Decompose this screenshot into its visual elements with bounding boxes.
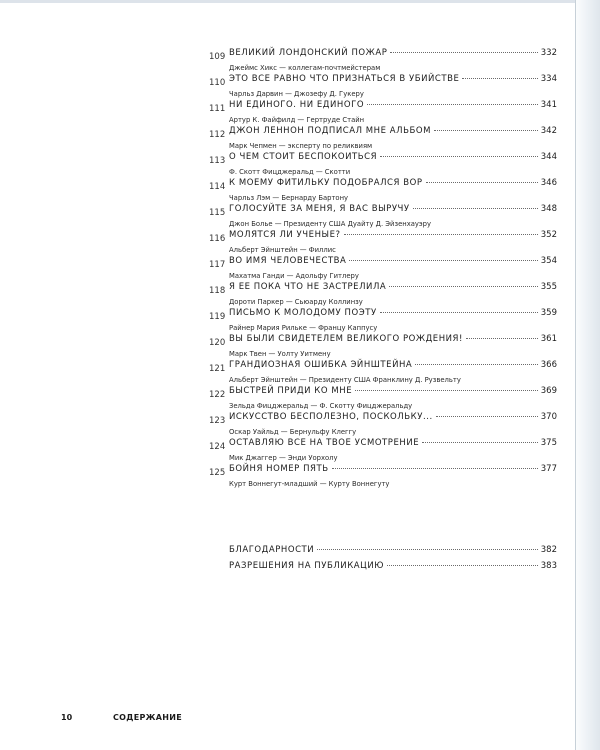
toc-entry-subtitle: Райнер Мария Рильке — Францу Каппусу bbox=[229, 324, 378, 332]
toc-entry-number: 122 bbox=[209, 390, 226, 400]
dot-leader bbox=[389, 286, 538, 287]
toc-entry[interactable] bbox=[209, 438, 557, 464]
toc-entry-subtitle: Марк Твен — Уолту Уитмену bbox=[229, 350, 331, 358]
dot-leader bbox=[355, 390, 538, 391]
toc-entry-page: 361 bbox=[540, 334, 557, 344]
dot-leader bbox=[387, 565, 538, 566]
toc-entry-title: ОСТАВЛЯЮ ВСЕ НА ТВОЕ УСМОТРЕНИЕ bbox=[229, 438, 420, 448]
dot-leader bbox=[434, 130, 538, 131]
dot-leader bbox=[466, 338, 538, 339]
toc-entry-title: МОЛЯТСЯ ЛИ УЧЕНЫЕ? bbox=[229, 230, 341, 240]
toc-entry-number: 114 bbox=[209, 182, 226, 192]
toc-entry-page: 366 bbox=[540, 360, 557, 370]
toc-entry[interactable] bbox=[209, 152, 557, 178]
page-top-edge bbox=[0, 0, 600, 3]
dot-leader bbox=[317, 549, 538, 550]
toc-entry-subtitle: Ф. Скотт Фицджеральд — Скотти bbox=[229, 168, 351, 176]
toc-entry-title: ГОЛОСУЙТЕ ЗА МЕНЯ, Я ВАС ВЫРУЧУ bbox=[229, 204, 410, 214]
dot-leader bbox=[462, 78, 537, 79]
toc-entry-subtitle: Оскар Уайльд — Бернульфу Клеггу bbox=[229, 428, 357, 436]
dot-leader bbox=[380, 156, 538, 157]
toc-entry-number: 117 bbox=[209, 260, 226, 270]
toc-entry-number: 112 bbox=[209, 130, 226, 140]
toc-entry-title: ИСКУССТВО БЕСПОЛЕЗНО, ПОСКОЛЬКУ... bbox=[229, 412, 433, 422]
dot-leader bbox=[413, 208, 538, 209]
toc-entry-title: ПИСЬМО К МОЛОДОМУ ПОЭТУ bbox=[229, 308, 377, 318]
dot-leader bbox=[415, 364, 537, 365]
toc-entry-subtitle: Чарльз Лэм — Бернарду Бартону bbox=[229, 194, 349, 202]
toc-entry-number: 121 bbox=[209, 364, 226, 374]
toc-entry[interactable] bbox=[209, 230, 557, 256]
toc-entry[interactable] bbox=[209, 256, 557, 282]
page-fold-line bbox=[575, 0, 576, 750]
toc-entry[interactable] bbox=[209, 282, 557, 308]
toc-entry-subtitle: Джеймс Хикс — коллегам-почтмейстерам bbox=[229, 64, 381, 72]
toc-entry-page: 377 bbox=[540, 464, 557, 474]
toc-entry-title: О ЧЕМ СТОИТ БЕСПОКОИТЬСЯ bbox=[229, 152, 378, 162]
toc-extra-page: 382 bbox=[540, 545, 557, 555]
toc-entry-page: 369 bbox=[540, 386, 557, 396]
toc-entry[interactable] bbox=[209, 334, 557, 360]
toc-entry-page: 342 bbox=[540, 126, 557, 136]
page-right-edge bbox=[576, 0, 600, 750]
toc-entry[interactable] bbox=[209, 386, 557, 412]
toc-entry-title: ВО ИМЯ ЧЕЛОВЕЧЕСТВА bbox=[229, 256, 347, 266]
dot-leader bbox=[390, 52, 537, 53]
toc-entry-subtitle: Махатма Ганди — Адольфу Гитлеру bbox=[229, 272, 359, 280]
toc-entry-subtitle: Чарльз Дарвин — Джозефу Д. Гукеру bbox=[229, 90, 364, 98]
toc-entry-title: БЫСТРЕЙ ПРИДИ КО МНЕ bbox=[229, 386, 353, 396]
toc-entry[interactable] bbox=[209, 126, 557, 152]
toc-entry-title: К МОЕМУ ФИТИЛЬКУ ПОДОБРАЛСЯ ВОР bbox=[229, 178, 423, 188]
toc-entry-page: 355 bbox=[540, 282, 557, 292]
toc-entry-subtitle: Дороти Паркер — Сьюарду Коллинзу bbox=[229, 298, 363, 306]
toc-entry-page: 332 bbox=[540, 48, 557, 58]
toc-entry-subtitle: Марк Чепмен — эксперту по реликвиям bbox=[229, 142, 373, 150]
toc-entry-page: 341 bbox=[540, 100, 557, 110]
dot-leader bbox=[344, 234, 538, 235]
dot-leader bbox=[422, 442, 538, 443]
footer-page-number: 10 bbox=[61, 713, 73, 722]
toc-entry-page: 348 bbox=[540, 204, 557, 214]
dot-leader bbox=[436, 416, 538, 417]
toc-entry-subtitle: Альберт Эйнштейн — Президенту США Франклину Д. Рузвельту bbox=[229, 376, 461, 384]
toc-entry-page: 346 bbox=[540, 178, 557, 188]
toc-entry-number: 120 bbox=[209, 338, 226, 348]
toc-entry-page: 359 bbox=[540, 308, 557, 318]
toc-extra-title: РАЗРЕШЕНИЯ НА ПУБЛИКАЦИЮ bbox=[229, 561, 384, 571]
toc-entry-title: ВЕЛИКИЙ ЛОНДОНСКИЙ ПОЖАР bbox=[229, 48, 388, 58]
toc-entry-title: ДЖОН ЛЕННОН ПОДПИСАЛ МНЕ АЛЬБОМ bbox=[229, 126, 431, 136]
toc-entry-page: 354 bbox=[540, 256, 557, 266]
toc-entry[interactable] bbox=[209, 464, 557, 490]
toc-extra-title: БЛАГОДАРНОСТИ bbox=[229, 545, 315, 555]
toc-entry-subtitle: Альберт Эйнштейн — Филлис bbox=[229, 246, 336, 254]
toc-entry[interactable] bbox=[209, 100, 557, 126]
toc-entry[interactable] bbox=[209, 74, 557, 100]
toc-entry-number: 115 bbox=[209, 208, 226, 218]
toc-entry-number: 109 bbox=[209, 52, 226, 62]
toc-extra-page: 383 bbox=[540, 561, 557, 571]
toc-entry-page: 344 bbox=[540, 152, 557, 162]
footer-section-label: СОДЕРЖАНИЕ bbox=[113, 713, 182, 722]
toc-entry-number: 110 bbox=[209, 78, 226, 88]
dot-leader bbox=[332, 468, 538, 469]
toc-entry-number: 124 bbox=[209, 442, 226, 452]
toc-entry-title: ГРАНДИОЗНАЯ ОШИБКА ЭЙНШТЕЙНА bbox=[229, 360, 413, 370]
toc-entry[interactable] bbox=[209, 48, 557, 74]
dot-leader bbox=[367, 104, 538, 105]
toc-entry-page: 370 bbox=[540, 412, 557, 422]
toc-entry-title: БОЙНЯ НОМЕР ПЯТЬ bbox=[229, 464, 329, 474]
dot-leader bbox=[380, 312, 538, 313]
toc-entry-title: НИ ЕДИНОГО. НИ ЕДИНОГО bbox=[229, 100, 365, 110]
toc-entry-title: Я ЕЕ ПОКА ЧТО НЕ ЗАСТРЕЛИЛА bbox=[229, 282, 387, 292]
toc-entry[interactable] bbox=[209, 178, 557, 204]
toc-entry-number: 125 bbox=[209, 468, 226, 478]
toc-entry-title: ЭТО ВСЕ РАВНО ЧТО ПРИЗНАТЬСЯ В УБИЙСТВЕ bbox=[229, 74, 460, 84]
toc-entry[interactable] bbox=[209, 412, 557, 438]
toc-entry-page: 352 bbox=[540, 230, 557, 240]
table-of-contents bbox=[209, 48, 557, 490]
toc-entry-number: 116 bbox=[209, 234, 226, 244]
toc-entry-number: 111 bbox=[209, 104, 226, 114]
toc-entry-number: 119 bbox=[209, 312, 226, 322]
toc-entry-page: 334 bbox=[540, 74, 557, 84]
toc-entry[interactable] bbox=[209, 360, 557, 386]
toc-entry-number: 118 bbox=[209, 286, 226, 296]
toc-entry-number: 113 bbox=[209, 156, 226, 166]
dot-leader bbox=[426, 182, 538, 183]
toc-entry[interactable] bbox=[209, 308, 557, 334]
toc-entry-title: ВЫ БЫЛИ СВИДЕТЕЛЕМ ВЕЛИКОГО РОЖДЕНИЯ! bbox=[229, 334, 463, 344]
toc-entry-subtitle: Курт Воннегут-младший — Курту Воннегуту bbox=[229, 480, 390, 488]
toc-entry[interactable] bbox=[209, 204, 557, 230]
toc-entry-subtitle: Зельда Фицджеральд — Ф. Скотту Фицджеральду bbox=[229, 402, 413, 410]
toc-entry-subtitle: Мик Джаггер — Энди Уорхолу bbox=[229, 454, 338, 462]
toc-extra-permissions[interactable] bbox=[229, 561, 557, 571]
toc-entry-subtitle: Артур К. Файфилд — Гертруде Стайн bbox=[229, 116, 365, 124]
toc-extra-acknowledgements[interactable] bbox=[229, 545, 557, 555]
toc-entry-subtitle: Джон Болье — Президенту США Дуайту Д. Эйзенхауэру bbox=[229, 220, 431, 228]
toc-entry-page: 375 bbox=[540, 438, 557, 448]
dot-leader bbox=[349, 260, 537, 261]
toc-entry-number: 123 bbox=[209, 416, 226, 426]
